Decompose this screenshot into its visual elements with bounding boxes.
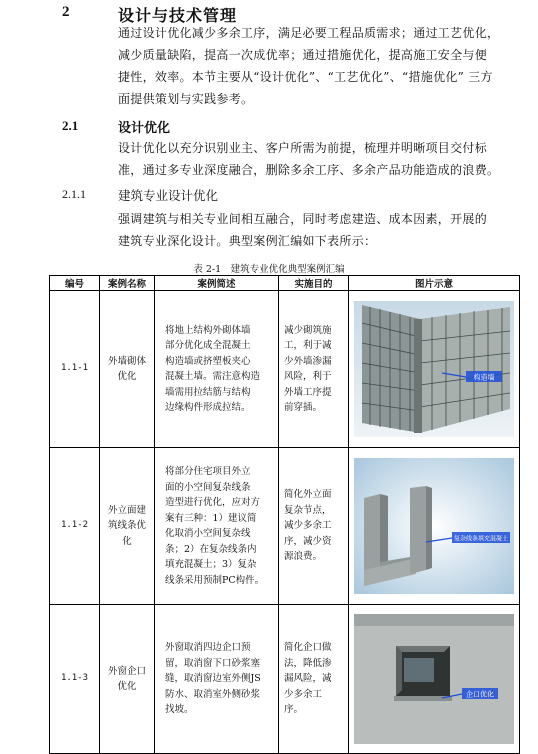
section-number: 2 [62, 4, 70, 20]
case-name-line: 外窗企口 [107, 665, 146, 677]
goal-line: 少外墙渗漏 [284, 355, 332, 367]
image-label: 构造墙 [473, 373, 495, 382]
goal-line: 前穿插。 [284, 402, 323, 413]
goal-line: 风险，利于 [284, 371, 332, 382]
wall-rebar-illustration [354, 301, 514, 437]
goal-line: 简化外立面 [284, 489, 332, 501]
case-number: 1.1-3 [50, 605, 100, 754]
subsubsection-number: 2.1.1 [62, 187, 86, 201]
goal-line: 序。 [284, 704, 304, 716]
header-cell: 案例名称 [100, 276, 155, 291]
desc-line: 墙需用拉结筋与结构 [165, 386, 251, 398]
header-cell: 案例简述 [155, 276, 279, 291]
image-label: 企口优化 [466, 690, 494, 699]
desc-line: 线条采用预制PC构件。 [165, 574, 265, 586]
case-number: 1.1-1 [50, 291, 100, 448]
goal-line: 工，利于减 [284, 340, 332, 351]
section-title: 设计与技术管理 [118, 6, 238, 25]
goal-line: 减少砌筑施 [284, 324, 332, 336]
desc-line: 将部分住宅项目外立 [165, 466, 251, 477]
goal-line: 减少多余工 [284, 520, 332, 532]
desc-line: 化取消小空间复杂线 [165, 528, 251, 539]
table-caption: 表 2-1 建筑专业优化典型案例汇编 [193, 264, 345, 275]
subsection-line: 设计优化以充分识别业主、客户所需为前提，梳理并明晰项目交付标 [118, 141, 488, 155]
desc-line: 外窗取消四边企口预 [165, 642, 251, 654]
goal-line: 少多余工 [284, 688, 323, 700]
subsection-paragraph [118, 137, 518, 181]
goal-line: 漏风险，减 [284, 673, 332, 685]
case-image-cell [349, 448, 520, 605]
case-name-line: 优化 [117, 681, 137, 692]
case-number: 1.1-2 [50, 448, 100, 605]
case-goal [279, 605, 349, 754]
goal-line: 复杂节点， [284, 504, 332, 516]
desc-line: 边缘构件形成拉结。 [165, 402, 251, 413]
case-description [155, 448, 279, 605]
desc-line: 填充混凝土；3）复杂 [165, 559, 257, 570]
case-name-line: 外立面建 [107, 504, 146, 516]
desc-line: 缝，取消窗边室外侧JS [165, 673, 261, 685]
case-name [100, 448, 155, 605]
desc-line: 构造墙或挤塑板夹心 [165, 355, 251, 367]
goal-line: 外墙工序提 [284, 386, 332, 398]
desc-line: 混凝土墙。需注意构造 [165, 371, 261, 382]
subsection-number: 2.1 [62, 118, 79, 133]
table-row [50, 448, 520, 605]
goal-line: 源浪费。 [284, 551, 323, 563]
desc-line: 留，取消窗下口砂浆塞 [165, 657, 261, 669]
case-description [155, 291, 279, 448]
subsubsection-line: 强调建筑与相关专业间相互融合，同时考虑建造、成本因素，开展的 [118, 212, 488, 226]
goal-line: 法，降低渗 [284, 657, 332, 669]
goal-line: 简化企口做 [284, 642, 332, 654]
desc-line: 找坡。 [165, 704, 194, 716]
case-name [100, 291, 155, 448]
goal-line: 序，减少资 [284, 535, 332, 547]
intro-line: 通过设计优化减少多余工序，满足必要工程品质需求；通过工艺优化， [118, 26, 500, 40]
header-cell: 图片示意 [349, 276, 520, 291]
case-table [49, 275, 520, 754]
desc-line: 将地上结构外砌体墙 [165, 324, 251, 336]
table-row [50, 605, 520, 754]
case-goal [279, 448, 349, 605]
case-name-line: 优化 [117, 371, 137, 382]
table-header-row [50, 276, 520, 291]
case-goal [279, 291, 349, 448]
desc-line: 造型进行优化，应对方 [165, 497, 261, 508]
case-name-line: 化 [122, 535, 132, 547]
image-label: 复杂线条填充混凝土 [453, 535, 509, 543]
case-description [155, 605, 279, 754]
subsection-line: 准，通过多专业深度融合，删除多余工序、多余产品功能造成的浪费。 [118, 163, 500, 177]
subsubsection-title: 建筑专业设计优化 [118, 188, 219, 203]
desc-line: 条；2）在复杂线条内 [165, 543, 257, 555]
case-image-cell [349, 291, 520, 448]
desc-line: 防水、取消室外侧砂浆 [165, 688, 261, 700]
subsubsection-line: 建筑专业深化设计。典型案例汇编如下表所示： [118, 234, 377, 248]
case-image-cell [349, 605, 520, 754]
desc-line: 部分优化成全混凝土 [165, 340, 251, 351]
intro-line: 面提供策划与实践参考。 [118, 92, 254, 106]
window-opening-illustration [354, 614, 514, 744]
subsection-title: 设计优化 [118, 121, 171, 136]
desc-line: 案有三种：1）建议简 [165, 512, 257, 524]
desc-line: 面的小空间复杂线条 [165, 481, 251, 493]
intro-line: 减少质量缺陷，提高一次成优率；通过措施优化，提高施工安全与便 [118, 48, 488, 62]
facade-line-illustration [354, 458, 514, 594]
subsubsection-paragraph [118, 208, 518, 252]
table-row [50, 291, 520, 448]
case-name [100, 605, 155, 754]
section-intro [118, 22, 518, 110]
case-name-line: 筑线条优 [107, 520, 146, 532]
intro-line: 捷性，效率。本节主要从“设计优化”、“工艺优化”、“措施优化” 三方 [118, 70, 493, 84]
header-cell: 实施目的 [279, 276, 349, 291]
header-cell: 编号 [50, 276, 100, 291]
case-name-line: 外墙砌体 [107, 355, 146, 367]
